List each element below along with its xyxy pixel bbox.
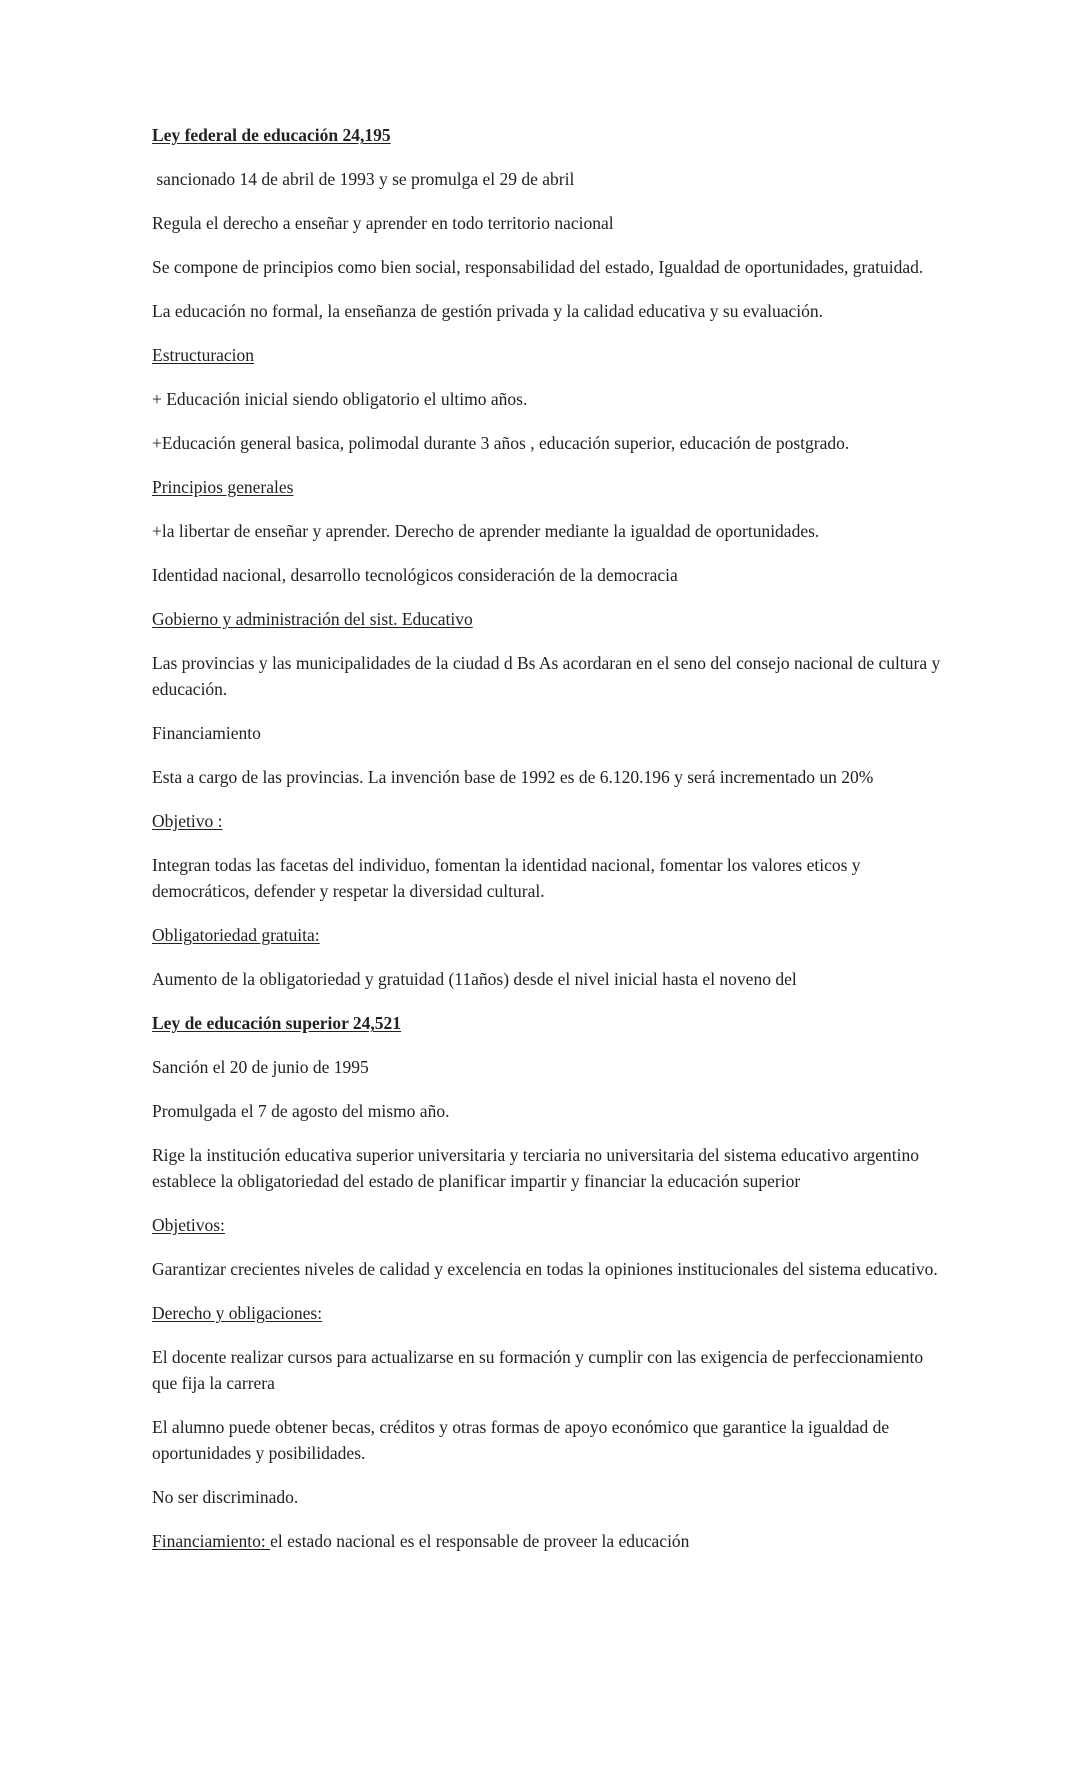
financiamiento-superior-text: el estado nacional es el responsable de proveer la educación [270, 1531, 690, 1551]
paragraph-no-formal: La educación no formal, la enseñanza de gestión privada y la calidad educativa y su evaluación. [152, 301, 824, 321]
heading-financiamiento-superior: Financiamiento: [152, 1531, 271, 1551]
paragraph-rige: Rige la institución educativa superior universitaria y terciaria no universitaria del sistema educativo argentino establece la obligatoriedad del estado de planificar impartir y financiar la educación superior [152, 1145, 919, 1191]
paragraph-financiamiento: Esta a cargo de las provincias. La invención base de 1992 es de 6.120.196 y será incrementado un 20% [152, 767, 874, 787]
paragraph-principios-2: Identidad nacional, desarrollo tecnológicos consideración de la democracia [152, 565, 678, 585]
paragraph-derecho-alumno: El alumno puede obtener becas, créditos y otras formas de apoyo económico que garantice la igualdad de oportunidades y posibilidades. [152, 1417, 890, 1463]
heading-principios-generales: Principios generales [152, 477, 294, 497]
paragraph-estructura-2: +Educación general basica, polimodal durante 3 años , educación superior, educación de postgrado. [152, 433, 850, 453]
paragraph-sancion-superior: Sanción el 20 de junio de 1995 [152, 1057, 369, 1077]
paragraph-sancion: sancionado 14 de abril de 1993 y se promulga el 29 de abril [152, 169, 575, 189]
paragraph-promulgada: Promulgada el 7 de agosto del mismo año. [152, 1101, 450, 1121]
paragraph-objetivo: Integran todas las facetas del individuo, fomentan la identidad nacional, fomentar los valores eticos y democráticos, defender y respetar la diversidad cultural. [152, 855, 861, 901]
heading-financiamiento: Financiamiento [152, 723, 261, 743]
heading-gobierno: Gobierno y administración del sist. Educativo [152, 609, 473, 629]
paragraph-estructura-1: + Educación inicial siendo obligatorio el ultimo años. [152, 389, 528, 409]
heading-derecho-obligaciones: Derecho y obligaciones: [152, 1303, 323, 1323]
paragraph-principios-intro: Se compone de principios como bien social, responsabilidad del estado, Igualdad de oportunidades, gratuidad. [152, 257, 924, 277]
paragraph-objetivos: Garantizar crecientes niveles de calidad y excelencia en todas la opiniones institucionales del sistema educativo. [152, 1259, 938, 1279]
heading-obligatoriedad: Obligatoriedad gratuita: [152, 925, 320, 945]
section-title-ley-federal: Ley federal de educación 24,195 [152, 125, 391, 145]
paragraph-obligatoriedad: Aumento de la obligatoriedad y gratuidad (11años) desde el nivel inicial hasta el noveno del [152, 969, 797, 989]
paragraph-principios-1: +la libertar de enseñar y aprender. Derecho de aprender mediante la igualdad de oportunidades. [152, 521, 820, 541]
heading-objetivo: Objetivo : [152, 811, 223, 831]
paragraph-financiamiento-superior [152, 1528, 952, 1554]
paragraph-no-discriminado: No ser discriminado. [152, 1487, 299, 1507]
heading-objetivos: Objetivos: [152, 1215, 225, 1235]
paragraph-derecho-docente: El docente realizar cursos para actualizarse en su formación y cumplir con las exigencia de perfeccionamiento que fija la carrera [152, 1347, 924, 1393]
paragraph-gobierno: Las provincias y las municipalidades de la ciudad d Bs As acordaran en el seno del consejo nacional de cultura y educación. [152, 653, 941, 699]
document-page [152, 122, 952, 1572]
paragraph-regula: Regula el derecho a enseñar y aprender en todo territorio nacional [152, 213, 614, 233]
heading-estructuracion: Estructuracion [152, 345, 255, 365]
section-title-ley-superior: Ley de educación superior 24,521 [152, 1013, 402, 1033]
